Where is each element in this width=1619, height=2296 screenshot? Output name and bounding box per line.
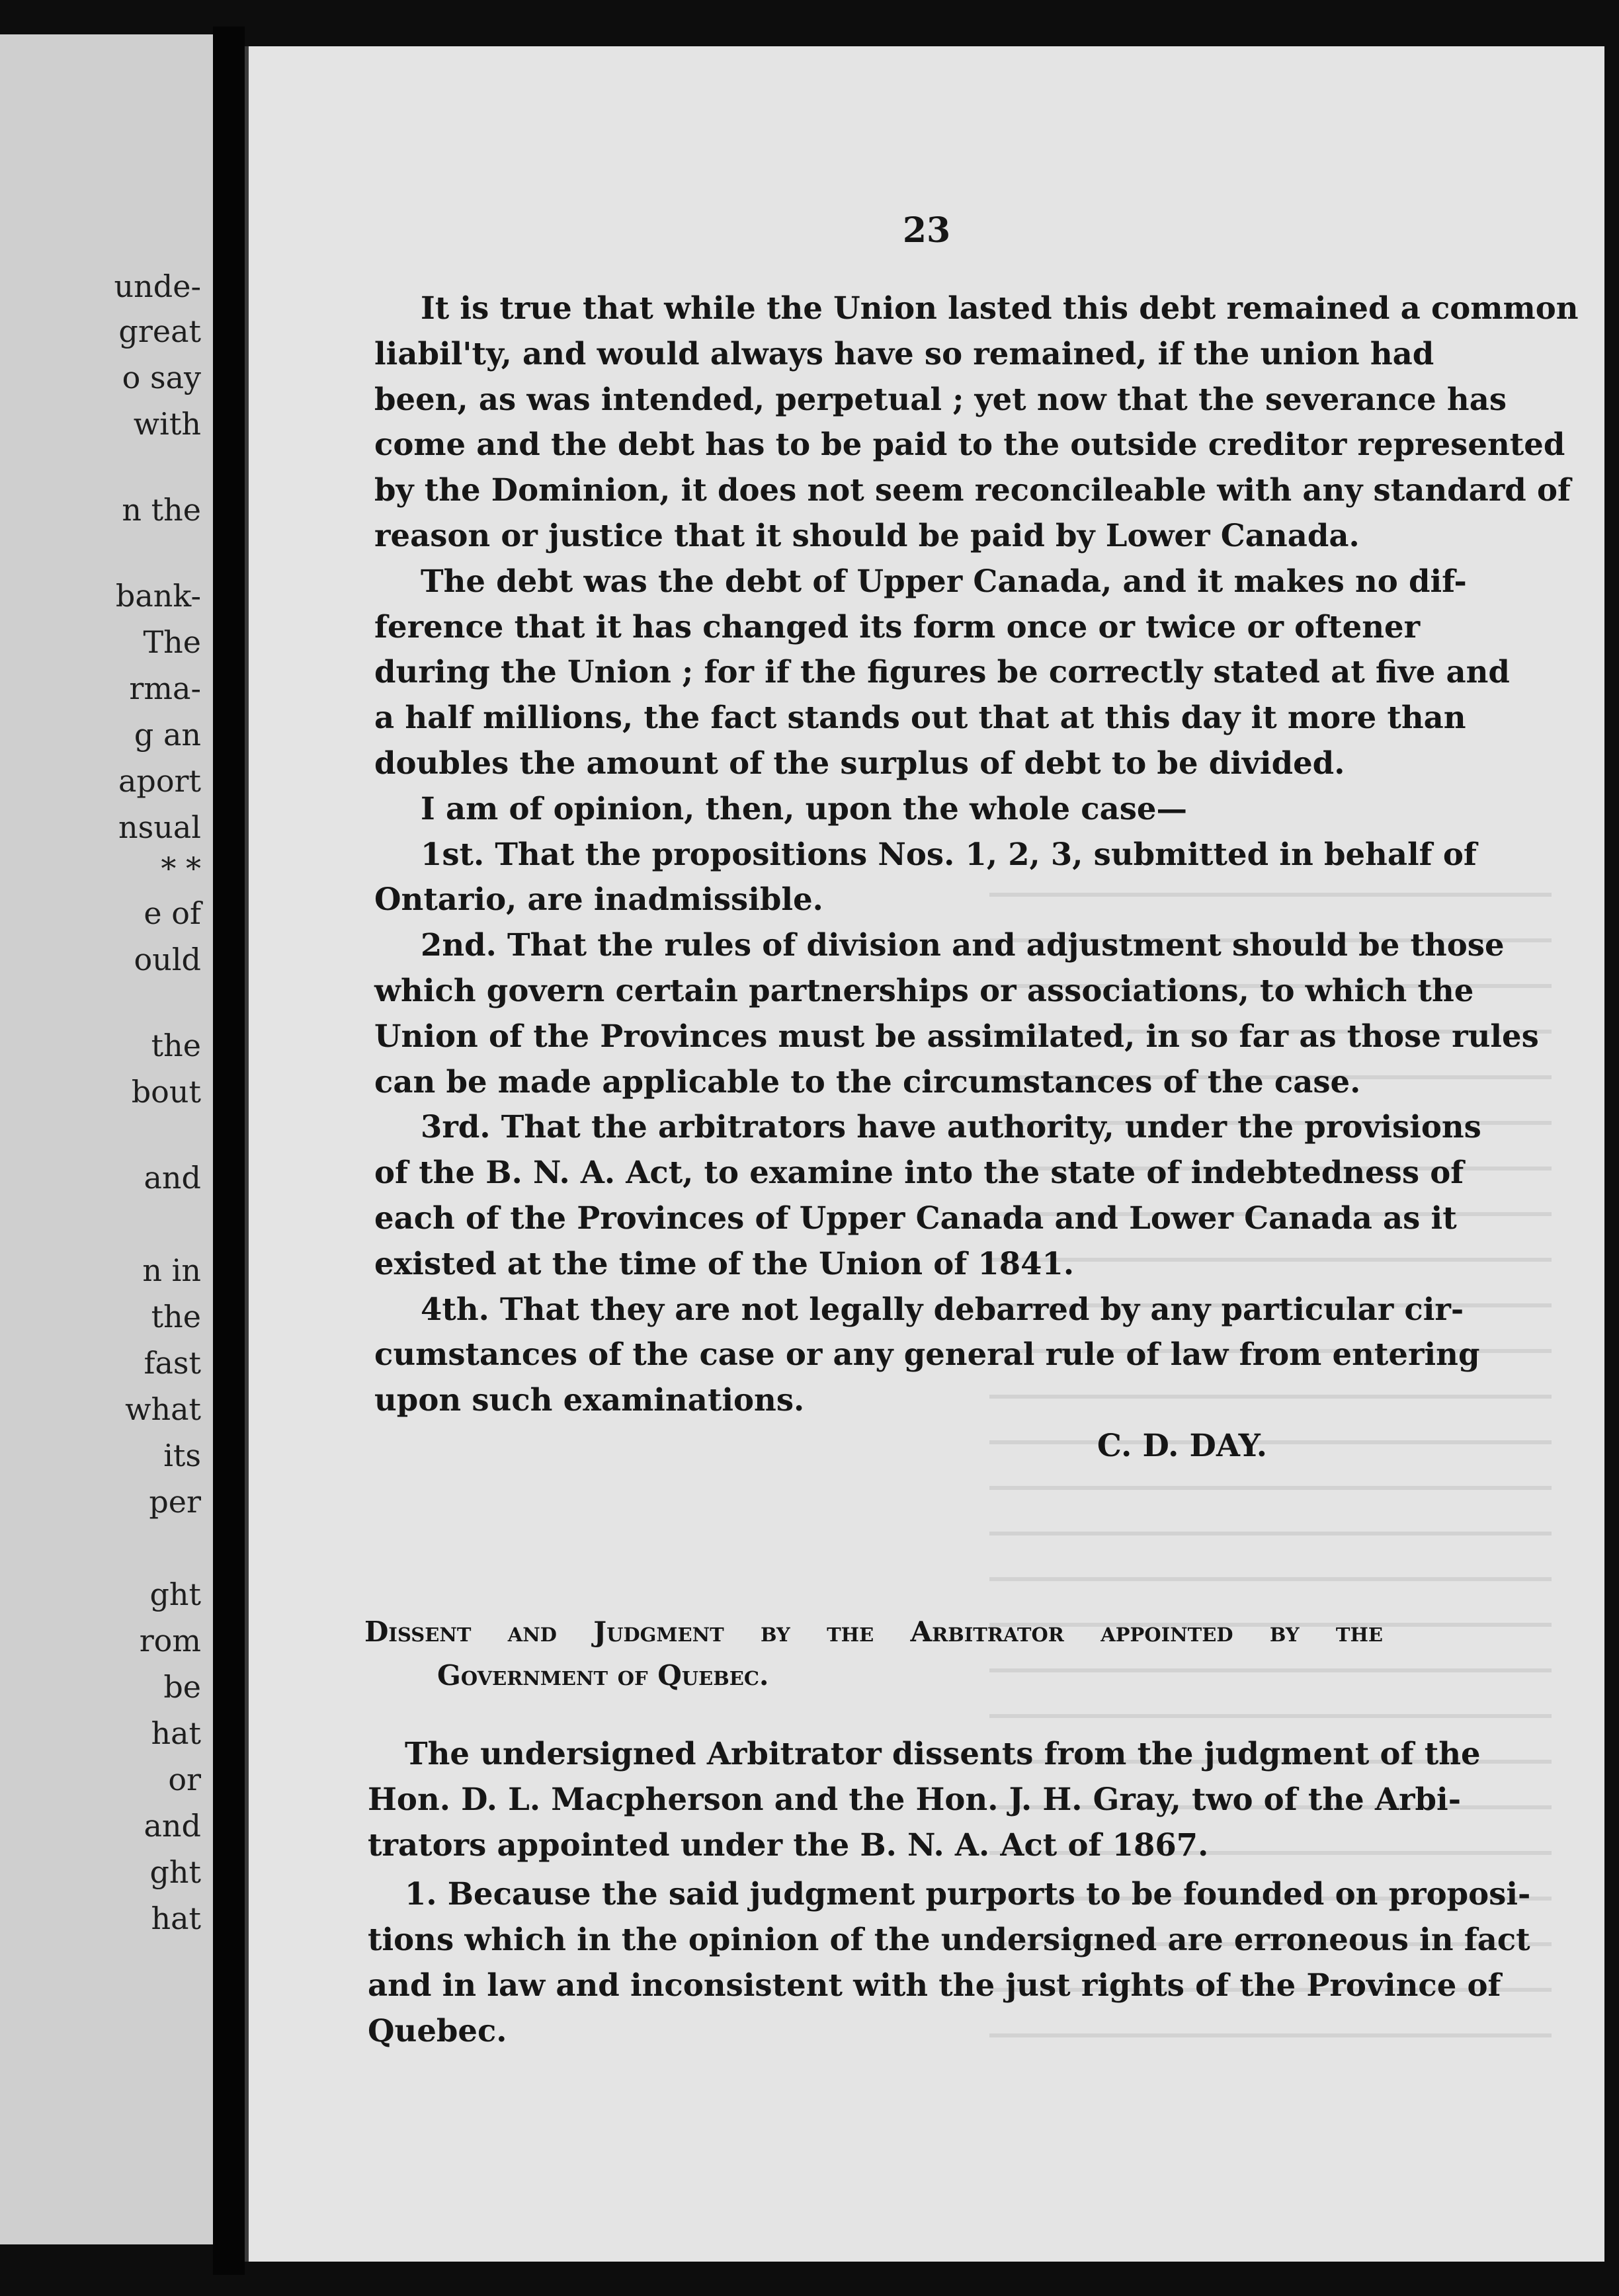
text-line: 4th. That they are not legally debarred by any particular cir- xyxy=(421,1290,1464,1327)
left-page-text-fragment: hat xyxy=(151,1901,201,1936)
judgment-text xyxy=(374,286,1579,1469)
page-number: 23 xyxy=(902,210,951,251)
text-line: which govern certain partnerships or associations, to which the xyxy=(374,971,1474,1008)
document-page xyxy=(245,46,1604,2262)
left-page-text-fragment: ght xyxy=(149,1854,201,1890)
text-line: The debt was the debt of Upper Canada, and it makes no dif- xyxy=(421,562,1467,599)
text-line: doubles the amount of the surplus of debt to be divided. xyxy=(374,744,1345,781)
left-page-text-fragment: per xyxy=(149,1484,201,1520)
paragraph-opinion xyxy=(374,786,1380,832)
text-line: existed at the time of the Union of 1841. xyxy=(374,1245,1075,1282)
left-page-text-fragment: and xyxy=(144,1160,201,1196)
left-page-text-fragment: e of xyxy=(144,895,201,931)
left-page-text-fragment: * * xyxy=(161,850,201,886)
left-page-text-fragment: The xyxy=(143,624,201,660)
left-page-text-fragment: or xyxy=(168,1762,201,1797)
text-line: liabil'ty, and would always have so remained, if the union had xyxy=(374,335,1434,372)
book-gutter xyxy=(213,26,245,2275)
left-page-text-fragment: aport xyxy=(118,763,201,799)
left-page-text-fragment: the xyxy=(151,1028,201,1063)
text-line: 2nd. That the rules of division and adjustment should be those xyxy=(421,926,1505,964)
text-line: Ontario, are inadmissible. xyxy=(374,881,823,918)
item-third xyxy=(374,1104,1481,1286)
item-first xyxy=(374,832,1477,923)
left-page-text-fragment: ght xyxy=(149,1577,201,1612)
text-line: The undersigned Arbitrator dissents from the judgment of the xyxy=(405,1735,1481,1772)
left-page-text-fragment: rma- xyxy=(129,671,201,706)
left-page-text-fragment: fast xyxy=(144,1345,201,1381)
signature: C. D. DAY. xyxy=(1097,1426,1267,1463)
text-line: Quebec. xyxy=(368,2012,507,2049)
left-page-fragment xyxy=(0,34,213,2244)
text-line: 1st. That the propositions Nos. 1, 2, 3, submitted in behalf of xyxy=(421,835,1477,872)
left-page-text-fragment: its xyxy=(163,1438,201,1473)
text-line: by the Dominion, it does not seem reconcileable with any standard of xyxy=(374,472,1571,509)
text-line: I am of opinion, then, upon the whole case— xyxy=(421,790,1187,827)
text-line: reason or justice that it should be paid by Lower Canada. xyxy=(374,516,1360,554)
text-line: cumstances of the case or any general rule of law from entering xyxy=(374,1336,1480,1373)
text-line: been, as was intended, perpetual ; yet now that the severance has xyxy=(374,380,1507,417)
text-line: 3rd. That the arbitrators have authority, under the provisions xyxy=(421,1108,1481,1145)
text-line: each of the Provinces of Upper Canada and Lower Canada as it xyxy=(374,1199,1457,1236)
paragraph-dissent xyxy=(368,1731,1481,1867)
left-page-text-fragment: bank- xyxy=(115,578,201,614)
text-line: trators appointed under the B. N. A. Act of 1867. xyxy=(368,1826,1209,1863)
item-fourth xyxy=(374,1287,1480,1423)
left-page-text-fragment: n in xyxy=(142,1252,201,1288)
text-line: of the B. N. A. Act, to examine into the state of indebtedness of xyxy=(374,1154,1464,1191)
paragraph-upper-canada-debt xyxy=(374,559,1510,786)
left-page-text-fragment: what xyxy=(125,1391,201,1427)
paragraph-union-debt xyxy=(374,286,1579,559)
text-line: a half millions, the fact stands out that at this day it more than xyxy=(374,699,1466,736)
dissent-text xyxy=(368,1731,1531,2054)
item-second xyxy=(374,922,1539,1104)
left-page-text-fragment: nsual xyxy=(118,809,201,845)
text-line: tions which in the opinion of the undersigned are erroneous in fact xyxy=(368,1921,1530,1958)
section-heading xyxy=(364,1610,1383,1698)
text-line: and in law and inconsistent with the just rights of the Province of xyxy=(368,1966,1501,2003)
paragraph-reason-one xyxy=(368,1871,1531,2053)
left-page-text-fragment: n the xyxy=(122,492,201,528)
left-page-text-fragment: hat xyxy=(151,1715,201,1751)
left-page-text-fragment: and xyxy=(144,1808,201,1844)
text-line: during the Union ; for if the figures be correctly stated at five and xyxy=(374,653,1510,690)
left-page-text-fragment: the xyxy=(151,1299,201,1334)
left-page-text-fragment: ould xyxy=(134,942,201,977)
text-line: come and the debt has to be paid to the outside creditor represented xyxy=(374,426,1565,463)
left-page-text-fragment: bout xyxy=(131,1074,201,1110)
left-page-text-fragment: unde- xyxy=(114,268,201,304)
text-line: Hon. D. L. Macpherson and the Hon. J. H. Gray, two of the Arbi- xyxy=(368,1780,1461,1817)
text-line: upon such examinations. xyxy=(374,1381,805,1418)
heading-line: Government of Quebec. xyxy=(437,1659,769,1692)
left-page-text-fragment: great xyxy=(118,313,201,349)
heading-line: Dissent and Judgment by the Arbitrator appointed by the xyxy=(364,1616,1383,1648)
text-line: It is true that while the Union lasted this debt remained a common xyxy=(421,290,1579,326)
left-page-text-fragment: rom xyxy=(139,1623,201,1659)
left-page-text-fragment: with xyxy=(133,406,201,442)
left-page-text-fragment: o say xyxy=(122,360,201,395)
left-page-text-fragment: be xyxy=(163,1669,201,1705)
text-line: 1. Because the said judgment purports to be founded on proposi- xyxy=(405,1875,1531,1912)
text-line: ference that it has changed its form once or twice or oftener xyxy=(374,608,1421,645)
text-line: can be made applicable to the circumstances of the case. xyxy=(374,1063,1361,1100)
left-page-text-fragment: g an xyxy=(134,717,201,753)
text-line: Union of the Provinces must be assimilated, in so far as those rules xyxy=(374,1017,1539,1054)
